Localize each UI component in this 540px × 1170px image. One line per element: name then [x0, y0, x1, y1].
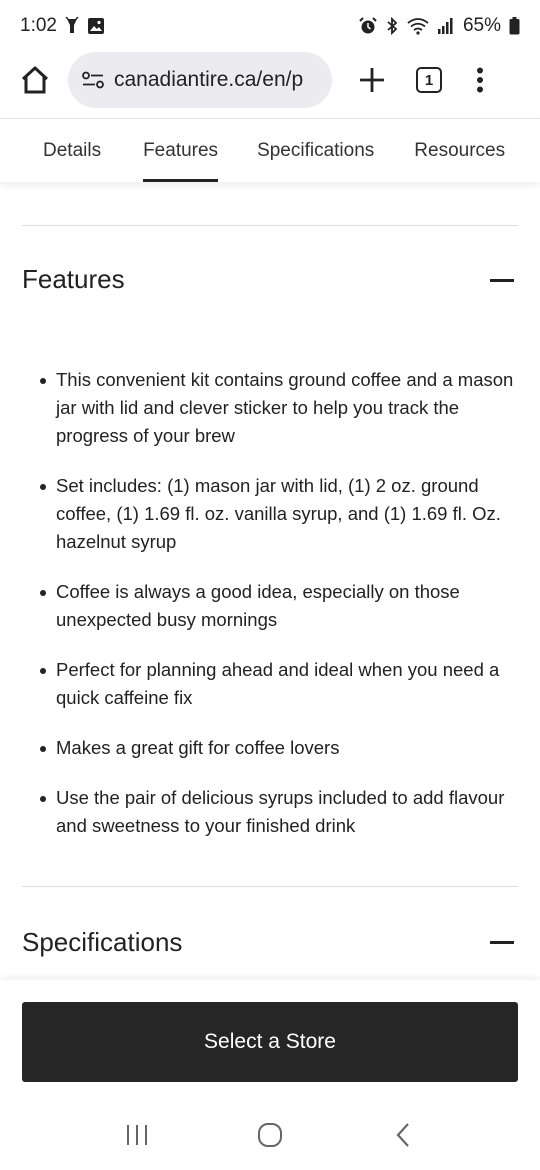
flashlight-icon [65, 17, 79, 35]
image-icon [87, 17, 105, 35]
battery-percent: 65% [462, 15, 501, 36]
battery-icon [509, 17, 520, 35]
status-right [359, 15, 520, 37]
tab-resources[interactable]: Resources [414, 139, 506, 161]
select-store-button[interactable]: Select a Store [22, 1002, 518, 1082]
list-item: Perfect for planning ahead and ideal when you need a quick caffeine fix [40, 656, 515, 712]
url-text[interactable]: canadiantire.ca/en/p [114, 68, 304, 91]
tab-details[interactable]: Details [43, 139, 102, 161]
alarm-icon [359, 17, 377, 35]
back-button[interactable] [383, 1115, 423, 1155]
tab-switcher-button[interactable]: 1 [416, 67, 442, 93]
section-divider [22, 886, 518, 887]
wifi-icon [407, 17, 429, 35]
browser-actions [354, 62, 492, 98]
back-icon [394, 1122, 412, 1148]
specifications-heading[interactable]: Specifications [22, 927, 183, 957]
status-time: 1:02 [20, 15, 57, 36]
address-bar[interactable] [68, 52, 332, 108]
bluetooth-icon [385, 17, 399, 35]
home-nav-button[interactable] [250, 1115, 290, 1155]
system-nav-bar [0, 1100, 540, 1170]
recent-apps-button[interactable] [117, 1115, 157, 1155]
list-item: Coffee is always a good idea, especially on those unexpected busy mornings [40, 578, 515, 634]
home-button[interactable] [14, 59, 56, 101]
site-settings-icon[interactable] [82, 71, 104, 89]
list-item: Makes a great gift for coffee lovers [40, 734, 515, 762]
new-tab-button[interactable] [354, 62, 390, 98]
tab-specifications[interactable]: Specifications [257, 139, 375, 161]
list-item: Use the pair of delicious syrups included to add flavour and sweetness to your finished drink [40, 784, 515, 840]
overflow-menu-button[interactable] [468, 62, 492, 98]
recents-icon [125, 1124, 149, 1146]
collapse-specifications-icon[interactable] [490, 941, 514, 944]
collapse-features-icon[interactable] [490, 279, 514, 282]
list-item: Set includes: (1) mason jar with lid, (1) 2 oz. ground coffee, (1) 1.69 fl. oz. vanilla syrup, and (1) 1.69 fl. Oz. hazelnut syrup [40, 472, 515, 556]
home-circle-icon [257, 1122, 283, 1148]
more-vertical-icon [476, 67, 484, 93]
status-bar [0, 0, 540, 52]
tab-features[interactable]: Features [143, 119, 218, 182]
browser-toolbar [0, 50, 540, 110]
product-tabs [0, 118, 540, 182]
features-list [40, 366, 515, 862]
status-left [20, 15, 105, 37]
main-content [0, 182, 540, 980]
plus-icon [359, 67, 385, 93]
signal-icon [437, 17, 455, 35]
features-heading[interactable]: Features [22, 264, 125, 294]
sticky-action-bar [0, 980, 540, 1092]
list-item: This convenient kit contains ground coffee and a mason jar with lid and clever sticker to help you track the progress of your brew [40, 366, 515, 450]
home-icon [20, 66, 50, 94]
section-divider [22, 225, 518, 226]
